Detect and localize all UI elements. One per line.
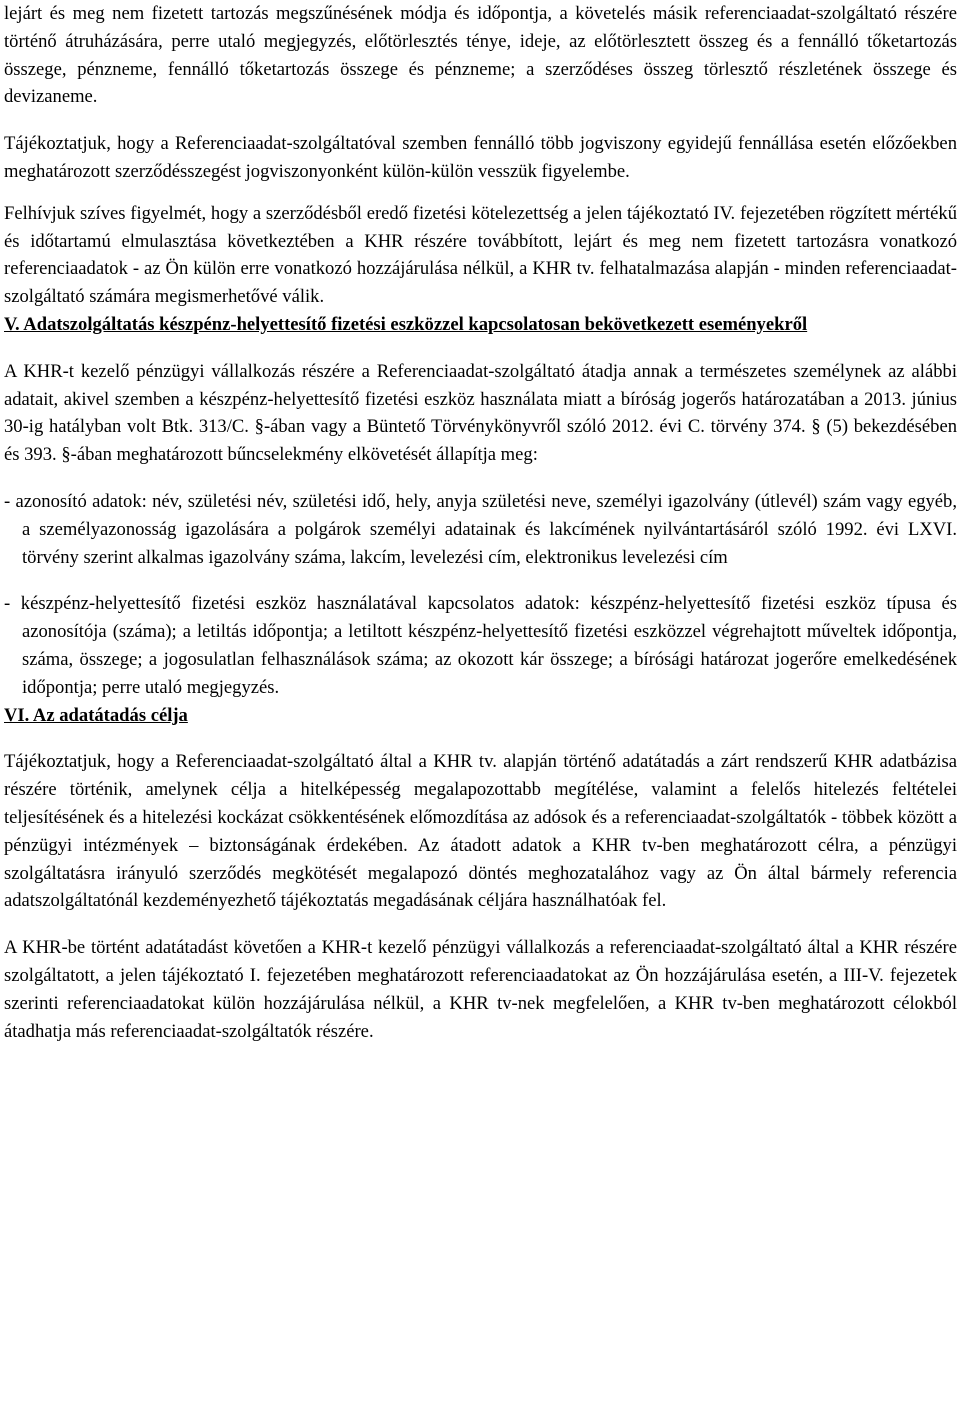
section-heading-v: V. Adatszolgáltatás készpénz-helyettesítő fizetési eszközzel kapcsolatosan bekövetkezett eseményekről (4, 313, 808, 335)
paragraph-payment-obligation-notice: Felhívjuk szíves figyelmét, hogy a szerződésből eredő fizetési kötelezettség a jelen tájékoztató IV. fejezetében rögzített mértékű és időtartamú elmulasztása következtében a KHR részére továbbított, lejárt és meg nem fizetett tartozásra vonatkozó referenciaadatok - az Ön külön erre vonatkozó hozzájárulása nélkül, a KHR tv. felhatalmazása alapján - minden referenciaadat-szolgáltató számára megismerhetővé válik. (4, 202, 957, 308)
list-item-identification-data: - azonosító adatok: név, születési név, születési idő, hely, anyja születési neve, személyi igazolvány (útlevél) szám vagy egyéb, a személyazonosság igazolására a polgárok személyi adatainak és lakcímének nyilvántartásáról szóló 1992. évi LXVI. törvény szerint alkalmas igazolvány száma, lakcím, levelezési cím, elektronikus levelezési cím (4, 490, 957, 568)
paragraph-card-fraud-data-transfer: A KHR-t kezelő pénzügyi vállalkozás részére a Referenciaadat-szolgáltató átadja annak a természetes személynek az alábbi adatait, akivel szemben a készpénz-helyettesítő fizetési eszköz használata miatt a bíróság jogerős határozatában a 2013. június 30-ig hatályban volt Btk. 313/C. §-ában vagy a Büntető Törvénykönyvről szóló 2012. évi C. törvény 374. § (5) bekezdésében és 393. §-ában meghatározott bűncselekmény elkövetését állapítja meg: (4, 360, 957, 466)
paragraph-transfer-purpose: Tájékoztatjuk, hogy a Referenciaadat-szolgáltató által a KHR tv. alapján történő adatátadás a zárt rendszerű KHR adatbázisa részére történik, amelynek célja a hitelképesség megalapozottabb megítélése, valamint a felelős hitelezés feltételei teljesítésének és a hitelezési kockázat csökkentésének előmozdítása az adósok és a referenciaadat-szolgáltatók - többek között a pénzügyi intézmények – biztonságának érdekében. Az átadott adatok a KHR tv-ben meghatározott célra, a pénzügyi szolgáltatásra irányuló szerződés megkötését megalapozó döntés meghozatalához vagy az Ön által bármely referencia adatszolgáltatónál kezdeményezhető tájékoztatás megadásának céljára használhatóak fel. (4, 751, 957, 912)
paragraph-transfer-to-other-providers: A KHR-be történt adatátadást követően a KHR-t kezelő pénzügyi vállalkozás a referenciaadat-szolgáltató által a KHR részére szolgáltatott, a jelen tájékoztató I. fejezetében meghatározott referenciaadatokat az Ön hozzájárulása esetén, a III-V. fejezetek szerinti referenciaadatokat külön hozzájárulása nélkül, a KHR tv-nek megfelelően, a KHR tv-ben meghatározott célokból átadhatja más referenciaadat-szolgáltatók részére. (4, 937, 957, 1042)
document-page (4, 0, 957, 1045)
paragraph-closing-data-list: lejárt és meg nem fizetett tartozás megszűnésének módja és időpontja, a követelés másik referenciaadat-szolgáltató részére történő átruházására, perre utaló megjegyzés, előtörlesztés ténye, ideje, az előtörlesztett összeg és a fennálló tőketartozás összege, pénzneme, fennálló tőketartozás összege és pénzneme; a szerződéses összeg törlesztő részletének összege és devizaneme. (4, 3, 957, 108)
paragraph-multiple-contracts: Tájékoztatjuk, hogy a Referenciaadat-szolgáltatóval szemben fennálló több jogviszony egyidejű fennállása esetén előzőekben meghatározott szerződésszegést jogviszonyonként külön-külön vesszük figyelembe. (4, 133, 957, 182)
section-heading-vi: VI. Az adatátadás célja (4, 704, 188, 726)
list-item-payment-instrument-data: - készpénz-helyettesítő fizetési eszköz használatával kapcsolatos adatok: készpénz-helyettesítő fizetési eszköz típusa és azonosítója (száma); a letiltás időpontja; a letiltott készpénz-helyettesítő fizetési eszközzel végrehajtott műveltek időpontja, száma, összege; a jogosulatlan felhasználások száma; az okozott kár összege; a bírósági határozat jogerőre emelkedésének időpontja; perre utaló megjegyzés. (4, 593, 957, 698)
